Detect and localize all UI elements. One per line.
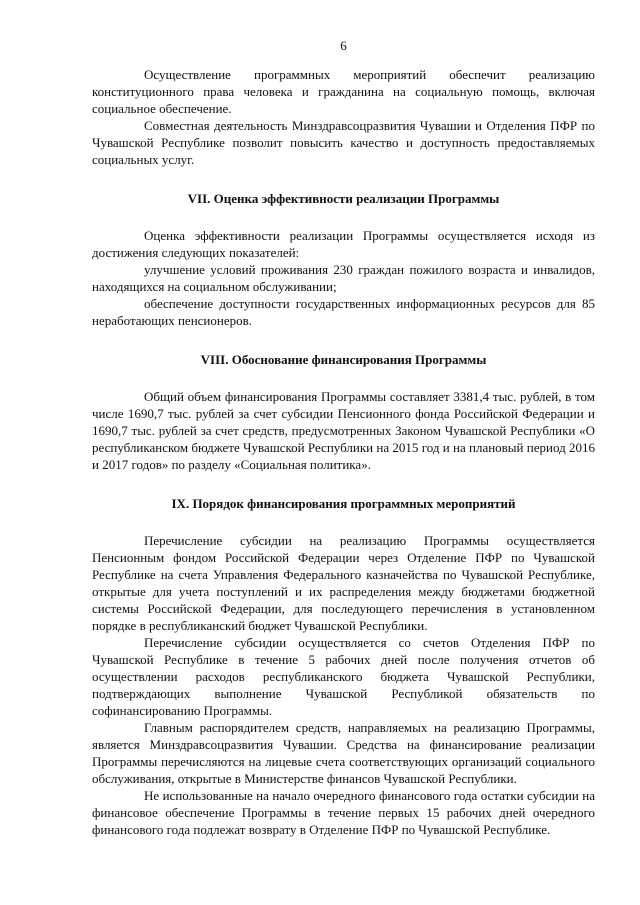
paragraph: обеспечение доступности государственных информационных ресурсов для 85 неработающих пенсионеров. [92, 296, 595, 328]
section-heading-8: VIII. Обоснование финансирования Программы [200, 352, 487, 367]
paragraph: Осуществление программных мероприятий обеспечит реализацию конституционного права человека и гражданина на социальную помощь, включая социальное обеспечение. [92, 67, 595, 116]
paragraph: Общий объем финансирования Программы составляет 3381,4 тыс. рублей, в том числе 1690,7 тыс. рублей за счет субсидии Пенсионного фонда Российской Федерации и 1690,7 тыс. рублей за счет средств, предусмотренных Законом Чувашской Республики «О республиканском бюджете Чувашской Республики на 2015 год и на плановый период 2016 и 2017 годов» по разделу «Социальная политика». [92, 389, 595, 472]
paragraph: Не использованные на начало очередного финансового года остатки субсидии на финансовое обеспечение Программы в течение первых 15 рабочих дней очередного финансового года подлежат возврату в Отделение ПФР по Чувашской Республике. [92, 788, 595, 837]
paragraph: Совместная деятельность Минздравсоцразвития Чувашии и Отделения ПФР по Чувашской Республике позволит повысить качество и доступность предоставляемых социальных услуг. [92, 118, 595, 167]
page-number: 6 [340, 38, 347, 53]
section-heading-9: IX. Порядок финансирования программных мероприятий [171, 496, 516, 511]
paragraph: улучшение условий проживания 230 граждан пожилого возраста и инвалидов, находящихся на социальном обслуживании; [92, 262, 595, 294]
paragraph: Перечисление субсидии осуществляется со счетов Отделения ПФР по Чувашской Республике в течение 5 рабочих дней после получения отчетов об осуществлении расходов республиканского бюджета Чувашской Республики, подтверждающих выполнение Чувашской Республикой обязательств по софинансированию Программы. [92, 635, 595, 718]
paragraph: Перечисление субсидии на реализацию Программы осуществляется Пенсионным фондом Российской Федерации через Отделение ПФР по Чувашской Республике на счета Управления Федерального казначейства по Чувашской Республике, открытые для учета поступлений и их распределения между бюджетами бюджетной системы Российской Федерации, для последующего перечисления в установленном порядке в республиканский бюджет Чувашской Республики. [92, 533, 595, 633]
paragraph: Оценка эффективности реализации Программы осуществляется исходя из достижения следующих показателей: [92, 228, 595, 260]
paragraph: Главным распорядителем средств, направляемых на реализацию Программы, является Минздравсоцразвития Чувашии. Средства на финансирование реализации Программы перечисляются на лицевые счета соответствующих организаций социального обслуживания, открытые в Министерстве финансов Чувашской Республики. [92, 720, 595, 786]
section-heading-7: VII. Оценка эффективности реализации Программы [187, 191, 500, 206]
